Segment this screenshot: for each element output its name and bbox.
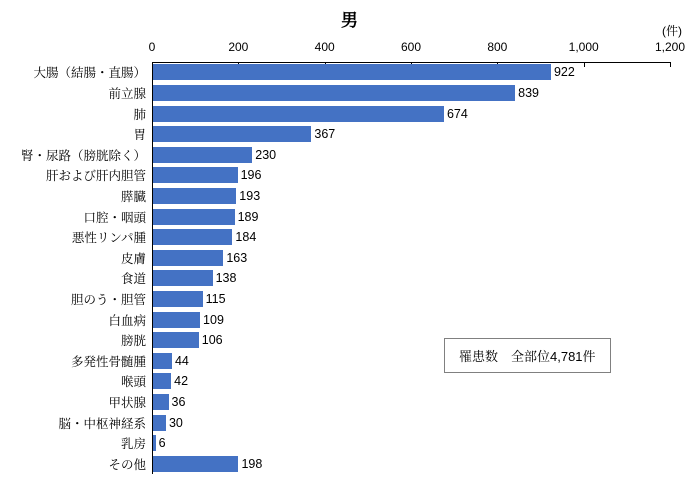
bar-value-label: 163: [226, 250, 248, 265]
bar-row: [58, 413, 670, 433]
bar-row: [133, 104, 670, 124]
bar-row: [108, 392, 670, 412]
category-label: 膵臓: [120, 189, 146, 204]
category-label: 大腸（結腸・直腸）: [33, 66, 146, 81]
bar-row: [108, 310, 670, 330]
bar: [153, 64, 551, 80]
bar: [153, 353, 172, 369]
x-axis-tick-label: 800: [487, 40, 508, 54]
chart-title: 男: [341, 11, 359, 30]
axis-unit-label: (件): [662, 24, 682, 38]
bar: [153, 373, 171, 389]
bar-value-label: 198: [241, 456, 263, 471]
bar-row: [120, 186, 670, 206]
category-label: 皮膚: [120, 251, 146, 266]
bar-row: [120, 268, 670, 288]
bar-value-label: 42: [174, 374, 189, 389]
x-axis-tick-label: 0: [148, 40, 156, 54]
x-axis-tick: [670, 62, 671, 67]
category-label: 前立腺: [108, 86, 146, 101]
bar-value-label: 367: [314, 127, 336, 142]
bar-value-label: 138: [215, 271, 237, 286]
bar: [153, 106, 444, 122]
category-label: 甲状腺: [108, 395, 146, 410]
bar-value-label: 189: [237, 209, 259, 224]
bar: [153, 394, 169, 410]
category-label: 膀胱: [120, 334, 146, 349]
bar: [153, 291, 203, 307]
bar: [153, 456, 238, 472]
bar: [153, 250, 223, 266]
bar-value-label: 196: [240, 168, 262, 183]
bar-value-label: 106: [201, 333, 223, 348]
bar-value-label: 44: [174, 353, 189, 368]
bar-value-label: 6: [158, 436, 166, 451]
bar: [153, 332, 199, 348]
bar-row: [70, 289, 670, 309]
bar: [153, 312, 200, 328]
bar-value-label: 184: [235, 230, 257, 245]
bar: [153, 435, 156, 451]
bar: [153, 229, 232, 245]
bar: [153, 270, 213, 286]
x-axis-tick-label: 1,000: [568, 40, 599, 54]
category-label: 白血病: [108, 313, 146, 328]
bar-row: [120, 248, 670, 268]
bar: [153, 147, 252, 163]
bar: [153, 85, 515, 101]
x-axis-tick-label: 400: [314, 40, 335, 54]
category-label: 乳房: [120, 437, 146, 452]
bar-value-label: 115: [205, 291, 226, 306]
bar: [153, 209, 235, 225]
bar-value-label: 109: [203, 312, 224, 327]
plot-area: [20, 62, 670, 474]
category-label: 口腔・咽頭: [83, 210, 146, 225]
bar-row: [108, 454, 670, 474]
category-label: その他: [108, 457, 146, 472]
category-label: 胃: [133, 128, 146, 143]
x-axis-tick-label: 1,200: [654, 40, 686, 54]
category-label: 腎・尿路（膀胱除く）: [20, 148, 146, 163]
bar: [153, 126, 311, 142]
bar: [153, 415, 166, 431]
bar-value-label: 193: [239, 188, 261, 203]
bar-row: [71, 227, 670, 247]
summary-annotation: 罹患数 全部位4,781件: [444, 338, 611, 373]
x-axis-tick-label: 600: [400, 40, 422, 54]
bar-row: [20, 145, 670, 165]
bar-value-label: 674: [446, 106, 468, 121]
x-axis-tick-label: 200: [228, 40, 249, 54]
bar-row: [120, 371, 670, 391]
bar-row: [108, 83, 670, 103]
category-label: 喉頭: [120, 375, 146, 390]
bar-value-label: 922: [553, 65, 575, 80]
bar-value-label: 230: [255, 147, 277, 162]
bar-row: [120, 433, 670, 453]
category-label: 食道: [120, 272, 146, 287]
category-label: 多発性骨髄腫: [70, 354, 146, 369]
bar-row: [133, 124, 670, 144]
category-label: 悪性リンパ腫: [71, 231, 146, 246]
bar-row: [45, 165, 670, 185]
bar: [153, 188, 236, 204]
bar-value-label: 839: [518, 85, 540, 100]
bar-row: [33, 62, 670, 82]
category-label: 脳・中枢神経系: [58, 416, 146, 431]
bar: [153, 167, 238, 183]
bar-row: [83, 207, 670, 227]
bar-value-label: 36: [171, 394, 186, 409]
category-label: 肝および肝内胆管: [45, 169, 146, 184]
category-label: 胆のう・胆管: [70, 292, 146, 307]
bar-value-label: 30: [168, 415, 183, 430]
category-label: 肺: [133, 107, 146, 122]
